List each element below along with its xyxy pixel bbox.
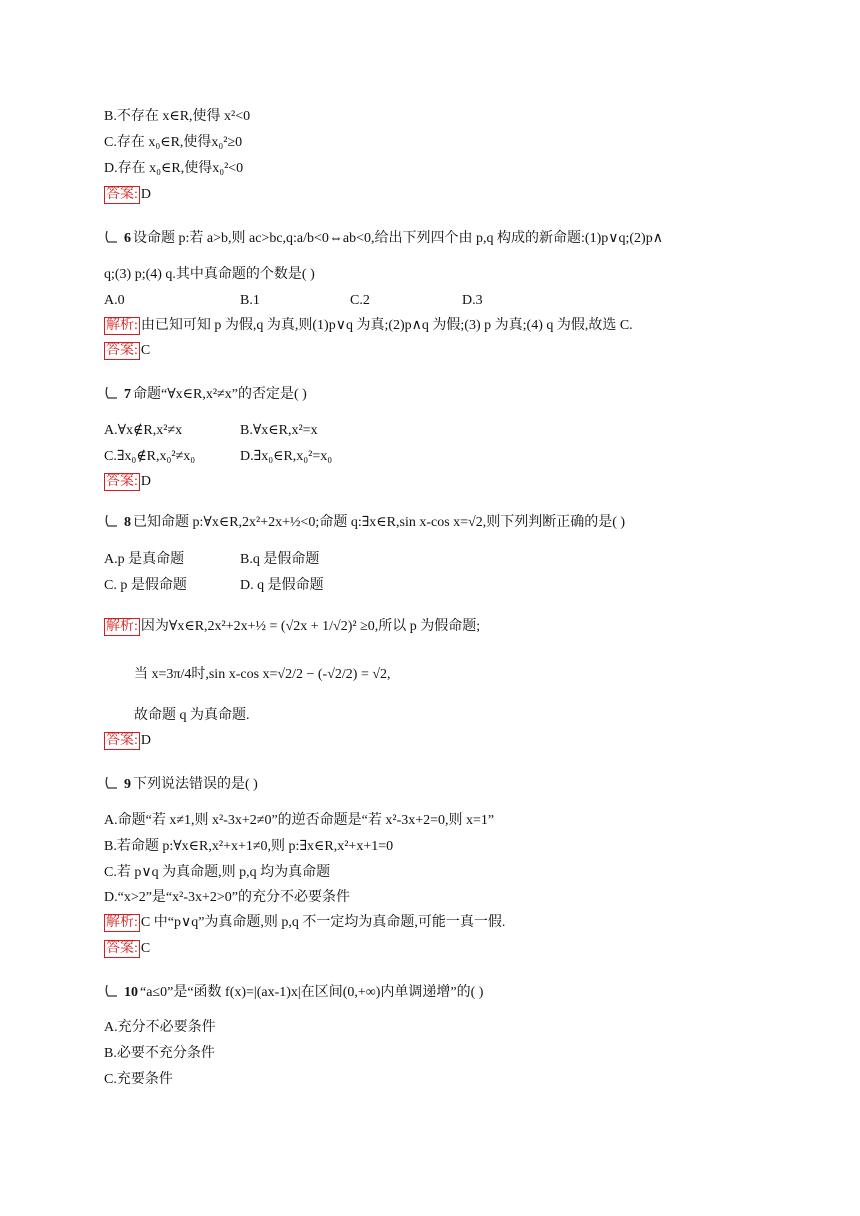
analysis-text: 由已知可知 p 为假,q 为真,则(1)p∨q 为真;(2)p∧q 为假;(3) p 为真;(4) q 为假,故选 C. (140, 318, 633, 333)
option-d-q6: D.3 (462, 293, 483, 308)
question-marker-icon (104, 776, 118, 790)
option-c-q6: C.2 (350, 293, 370, 308)
option-d-q9: D.“x>2”是“x²-3x+2>0”的充分不必要条件 (104, 890, 351, 905)
option-b-q5: B.不存在 x∈R,使得 x²<0 (104, 109, 251, 124)
question-number: 8 (124, 515, 131, 530)
option-c-q9: C.若 p∨q 为真命题,则 p,q 均为真命题 (104, 865, 331, 880)
question-stem: “a≤0”是“函数 f(x)=|(ax-1)x|在区间(0,+∞)内单调递增”的( ) (140, 985, 484, 1000)
analysis-q6 (104, 317, 633, 335)
option-d-q5: D.存在 x₀∈R,使得x₀²<0 (104, 161, 244, 176)
question-9 (104, 776, 258, 794)
analysis-tag: 解析: (106, 619, 138, 634)
answer-q8 (104, 732, 151, 750)
option-d-q8: D. q 是假命题 (240, 578, 324, 593)
analysis-q9 (104, 914, 505, 932)
option-d-q7: D.∃x₀∈R,x₀²=x₀ (240, 449, 333, 464)
option-a-q9: A.命题“若 x≠1,则 x²-3x+2≠0”的逆否命题是“若 x²-3x+2=0,则 x=1” (104, 813, 495, 828)
question-number: 10 (124, 985, 138, 1000)
option-b-q8: B.q 是假命题 (240, 552, 320, 567)
answer-tag: 答案: (106, 187, 138, 202)
option-c-q7: C.∃x₀∉R,x₀²≠x₀ (104, 449, 196, 464)
question-marker-icon (104, 386, 118, 400)
question-stem: 命题“∀x∈R,x²≠x”的否定是( ) (133, 387, 307, 402)
answer-value: D (140, 474, 152, 489)
option-c-q10: C.充要条件 (104, 1072, 173, 1087)
analysis-q8-line2: 当 x=3π/4时,sin x-cos x=√2/2 − (-√2/2) = √2, (134, 667, 391, 682)
option-b-q7: B.∀x∈R,x²=x (240, 423, 318, 438)
option-b-q10: B.必要不充分条件 (104, 1046, 215, 1061)
option-a-q7: A.∀x∉R,x²≠x (104, 423, 183, 438)
question-marker-icon (104, 984, 118, 998)
analysis-tag: 解析: (106, 318, 138, 333)
question-stem: 已知命题 p:∀x∈R,2x²+2x+½<0;命题 q:∃x∈R,sin x-cos x=√2,则下列判断正确的是( ) (133, 515, 626, 530)
question-marker-icon (104, 514, 118, 528)
answer-q5 (104, 186, 151, 204)
question-6-line1 (104, 230, 663, 248)
option-c-q8: C. p 是假命题 (104, 578, 187, 593)
answer-q9 (104, 940, 150, 958)
analysis-text: 因为∀x∈R,2x²+2x+½ = (√2x + 1/√2)² ≥0,所以 p 为假命题; (140, 619, 481, 634)
question-marker-icon (104, 230, 118, 244)
answer-tag: 答案: (106, 733, 138, 748)
analysis-tag: 解析: (106, 915, 138, 930)
question-7 (104, 386, 307, 404)
question-number: 6 (124, 231, 131, 246)
option-a-q8: A.p 是真命题 (104, 552, 185, 567)
answer-tag: 答案: (106, 343, 138, 358)
analysis-q8-line3: 故命题 q 为真命题. (134, 708, 250, 723)
answer-value: D (140, 733, 152, 748)
answer-value: D (140, 187, 152, 202)
analysis-text: C 中“p∨q”为真命题,则 p,q 不一定均为真命题,可能一真一假. (140, 915, 506, 930)
question-6-line2: q;(3) p;(4) q.其中真命题的个数是( ) (104, 267, 315, 282)
question-8 (104, 514, 625, 532)
option-b-q6: B.1 (240, 293, 260, 308)
option-a-q10: A.充分不必要条件 (104, 1020, 216, 1035)
answer-value: C (140, 941, 151, 956)
question-10 (104, 984, 483, 1002)
answer-q7 (104, 473, 151, 491)
answer-tag: 答案: (106, 474, 138, 489)
analysis-q8 (104, 618, 480, 636)
answer-tag: 答案: (106, 941, 138, 956)
option-b-q9: B.若命题 p:∀x∈R,x²+x+1≠0,则 p:∃x∈R,x²+x+1=0 (104, 839, 394, 854)
option-c-q5: C.存在 x₀∈R,使得x₀²≥0 (104, 135, 243, 150)
question-stem: 下列说法错误的是( ) (133, 777, 258, 792)
answer-value: C (140, 343, 151, 358)
answer-q6 (104, 342, 150, 360)
question-stem: 设命题 p:若 a>b,则 ac>bc,q:a/b<0⇔ab<0,给出下列四个由 p,q 构成的新命题:(1)p∨q;(2)p∧ (133, 231, 663, 246)
question-number: 9 (124, 777, 131, 792)
question-number: 7 (124, 387, 131, 402)
option-a-q6: A.0 (104, 293, 125, 308)
